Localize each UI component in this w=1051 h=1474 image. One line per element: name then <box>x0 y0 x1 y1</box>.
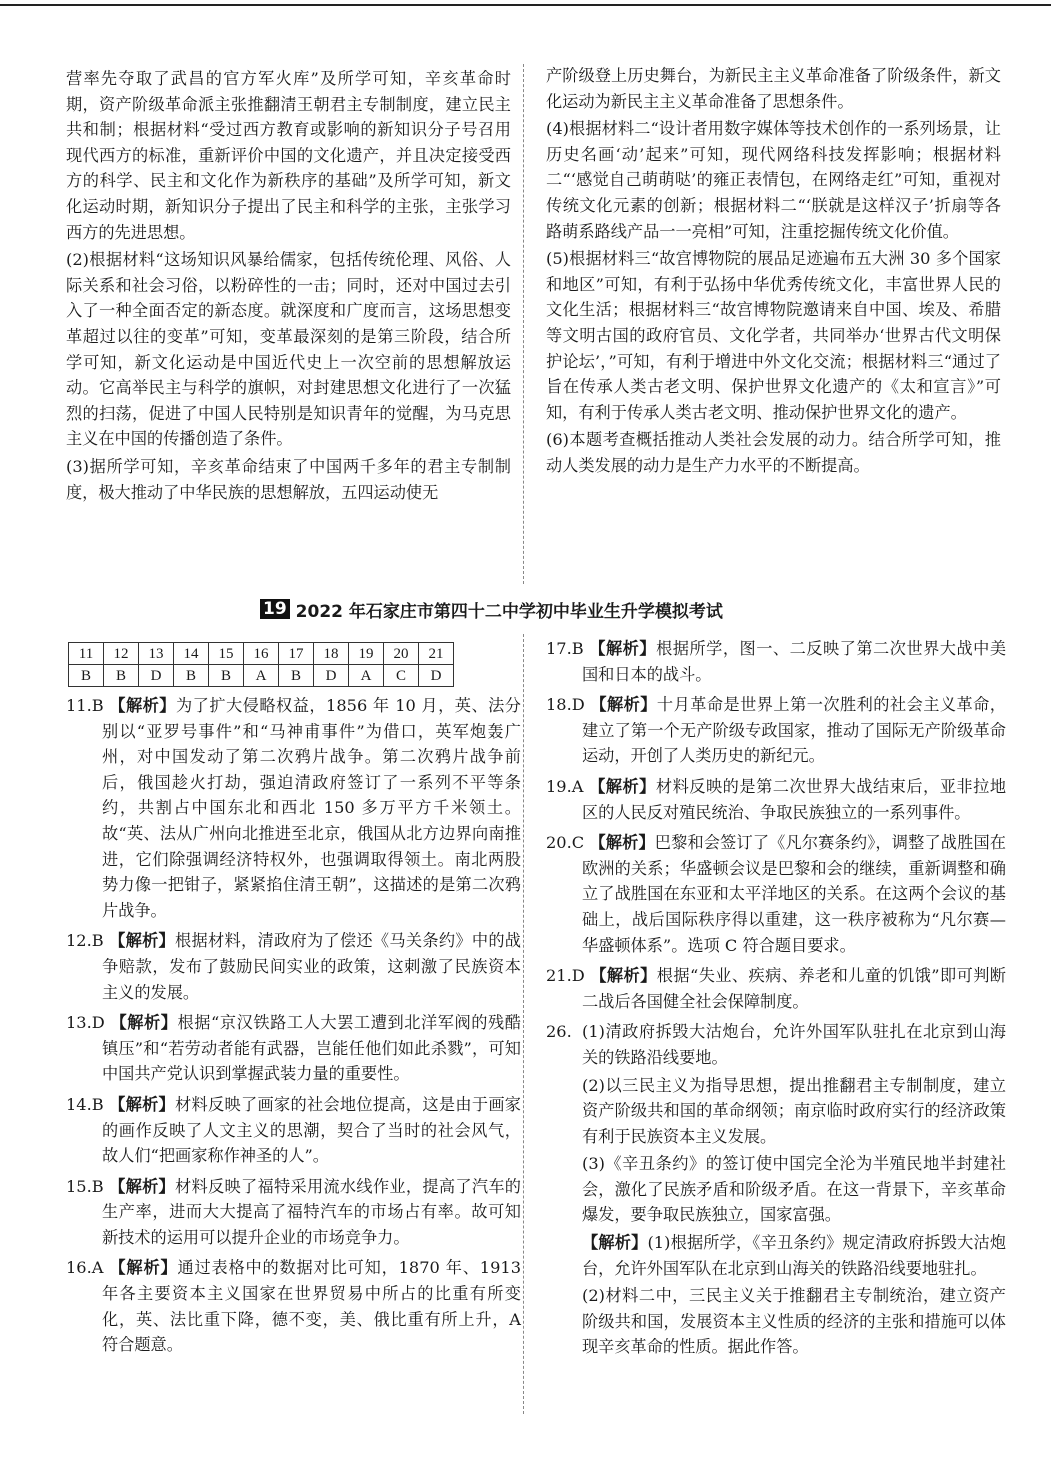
item-text: 巴黎和会签订了《凡尔赛条约》，调整了战胜国在欧洲的关系；华盛顿会议是巴黎和会的继续，重新调整和确立了战胜国在东亚和太平洋地区的关系。在这两个会议的基础上，战后国际秩序得以重建，这一秩序被称为“凡尔赛—华盛顿体系”。选项 C 符合题目要求。 <box>582 833 1006 955</box>
question-number-cell: 20 <box>384 643 419 665</box>
question-number-cell: 13 <box>139 643 174 665</box>
analysis-tag: 【解析】 <box>590 966 657 986</box>
bottom-right-column <box>546 636 1006 1365</box>
answer-cell: B <box>279 665 314 687</box>
item-number: 12.B <box>66 931 104 951</box>
q26-analysis: (2)材料二中，三民主义关于推翻君主专制统治，建立资产阶级共和国，发展资本主义性质的经济的主张和措施可以体现辛亥革命的性质。据此作答。 <box>582 1286 1006 1357</box>
q26-part: (3)《辛丑条约》的签订使中国完全沦为半殖民地半封建社会，激化了民族矛盾和阶级矛盾。在这一背景下，辛亥革命爆发，要争取民族独立，国家富强。 <box>582 1154 1006 1225</box>
item-number: 18.D <box>546 695 585 715</box>
answer-item <box>546 692 1006 769</box>
item-text: 为了扩大侵略权益，1856 年 10 月，英、法分别以“亚罗号事件”和“马神甫事件”为借口，英军炮轰广州，对中国发动了第二次鸦片战争。第二次鸦片战争前后，俄国趁火打劫，强迫清政府签订了一系列不平等条约，共割占中国东北和西北 150 多万平方千米领土。故“英、法从广州向北推进至北京，俄国从北方边界向南推进，它们除强调经济特权外，也强调取得领土。南北两股势力像一把钳子，紧紧掐住清王朝”，这描述的是第二次鸦片战争。 <box>102 696 521 920</box>
analysis-tag: 【解析】 <box>109 696 176 715</box>
answer-item <box>66 928 521 1005</box>
item-number: 16.A <box>66 1258 104 1278</box>
question-number-cell: 21 <box>419 643 454 665</box>
answer-cell: C <box>384 665 419 687</box>
question-number-cell: 18 <box>314 643 349 665</box>
item-number: 21.D <box>546 966 585 986</box>
section-title: 2022 年石家庄市第四十二中学初中毕业生升学模拟考试 <box>295 601 723 622</box>
item-number: 15.B <box>66 1176 104 1196</box>
paragraph: 产阶级登上历史舞台，为新民主主义革命准备了阶级条件，新文化运动为新民主主义革命准备了思想条件。 <box>546 66 1001 111</box>
question-number-cell: 11 <box>69 643 104 665</box>
answer-table-numbers-row <box>69 643 454 665</box>
answer-item <box>66 693 521 923</box>
question-number-cell: 19 <box>349 643 384 665</box>
analysis-tag: 【解析】 <box>589 776 656 796</box>
paragraph: (6)本题考查概括推动人类社会发展的动力。结合所学可知，推动人类发展的动力是生产力水平的不断提高。 <box>546 430 1001 475</box>
answer-item <box>546 963 1006 1014</box>
question-26 <box>546 1019 1006 1360</box>
item-number: 13.D <box>66 1013 105 1033</box>
item-text: 材料反映的是第二次世界大战结束后，亚非拉地区的人民反对殖民统治、争取民族独立的一系列事件。 <box>582 776 1007 822</box>
analysis-tag: 【解析】 <box>110 1013 178 1033</box>
question-number-cell: 16 <box>244 643 279 665</box>
item-text: 十月革命是世界上第一次胜利的社会主义革命，建立了第一个无产阶级专政国家，推动了国际无产阶级革命运动，开创了人类历史的新纪元。 <box>582 695 1006 766</box>
answer-item <box>546 774 1006 825</box>
answer-cell: B <box>209 665 244 687</box>
answer-cell: B <box>104 665 139 687</box>
question-number-cell: 12 <box>104 643 139 665</box>
section-number-badge: 19 <box>260 599 290 619</box>
answer-item <box>66 1174 521 1251</box>
item-text: 根据“京汉铁路工人大罢工遭到北洋军阀的残酷镇压”和“若劳动者能有武器，岂能任他们如此杀戮”，可知中国共产党认识到掌握武装力量的重要性。 <box>102 1013 521 1084</box>
answer-cell: B <box>69 665 104 687</box>
analysis-tag: 【解析】 <box>590 695 657 715</box>
analysis-tag: 【解析】 <box>589 639 657 658</box>
answer-table <box>68 642 454 687</box>
top-right-column <box>546 63 1001 481</box>
answer-table-answers-row <box>69 665 454 687</box>
analysis-tag: 【解析】 <box>582 1233 648 1253</box>
answer-item <box>546 636 1006 687</box>
q26-part: (1)清政府拆毁大沽炮台，允许外国军队驻扎在北京到山海关的铁路沿线要地。 <box>582 1022 1006 1067</box>
item-text: 通过表格中的数据对比可知，1870 年、1913 年各主要资本主义国家在世界贸易中所占的比重有所变化，英、法比重下降，德不变，美、俄比重有所上升，A 符合题意。 <box>102 1258 521 1355</box>
item-number: 26. <box>546 1022 572 1042</box>
answer-item <box>66 1010 521 1087</box>
analysis-tag: 【解析】 <box>589 833 655 853</box>
answer-item <box>66 1255 521 1357</box>
item-number: 20.C <box>546 833 585 853</box>
paragraph: (3)据所学可知，辛亥革命结束了中国两千多年的君主专制制度，极大推动了中华民族的思想解放，五四运动使无 <box>66 456 511 502</box>
analysis-tag: 【解析】 <box>109 1258 178 1278</box>
item-text: 根据所学，图一、二反映了第二次世界大战中美国和日本的战斗。 <box>582 639 1007 684</box>
top-left-column <box>66 66 511 507</box>
column-divider <box>523 634 524 1414</box>
analysis-tag: 【解析】 <box>109 931 176 951</box>
question-number-cell: 15 <box>209 643 244 665</box>
answer-cell: D <box>314 665 349 687</box>
q26-part: (2)以三民主义为指导思想，提出推翻君主专制制度，建立资产阶级共和国的革命纲领；南京临时政府实行的经济政策有利于民族资本主义发展。 <box>582 1075 1006 1146</box>
question-number-cell: 17 <box>279 643 314 665</box>
item-text: 材料反映了福特采用流水线作业，提高了汽车的生产率，进而大大提高了福特汽车的市场占有率。故可知新技术的运用可以提升企业的市场竞争力。 <box>102 1176 521 1247</box>
paragraph: (2)根据材料“这场知识风暴给儒家，包括传统伦理、风俗、人际关系和社会习俗，以粉碎性的一击；同时，还对中国过去引入了一种全面否定的新态度。就深度和广度而言，这场思想变革超过以往的变革”可知，变革最深刻的是第三阶段，结合所学可知，新文化运动是中国近代史上一次空前的思想解放运动。它高举民主与科学的旗帜，对封建思想文化进行了一次猛烈的扫荡，促进了中国人民特别是知识青年的觉醒，为马克思主义在中国的传播创造了条件。 <box>66 250 511 449</box>
paragraph: (5)根据材料三“故宫博物院的展品足迹遍布五大洲 30 多个国家和地区”可知，有利于弘扬中华优秀传统文化，丰富世界人民的文化生活；根据材料三“故宫博物院邀请来自中国、埃及、希腊等文明古国的政府官员、文化学者，共同举办‘世界古代文明保护论坛’，”可知，有利于增进中外文化交流；根据材料三“通过了旨在传承人类古老文明、保护世界文化遗产的《太和宣言》”可知，有利于传承人类古老文明、推动保护世界文化的遗产。 <box>546 249 1001 422</box>
bottom-left-column <box>66 640 521 1363</box>
answer-cell: A <box>349 665 384 687</box>
item-number: 19.A <box>546 776 584 796</box>
column-divider <box>523 64 524 584</box>
answer-cell: D <box>419 665 454 687</box>
item-text: 根据材料，清政府为了偿还《马关条约》中的战争赔款，发布了鼓励民间实业的政策，这刺激了民族资本主义的发展。 <box>102 931 521 1002</box>
item-number: 17.B <box>546 639 584 658</box>
item-number: 14.B <box>66 1094 104 1114</box>
answer-cell: D <box>139 665 174 687</box>
section-heading <box>260 594 723 624</box>
q26-analysis-text: (1)根据所学，《辛丑条约》规定清政府拆毁大沽炮台，允许外国军队在北京到山海关的铁路沿线要地驻扎。 <box>582 1233 1007 1278</box>
answer-cell: B <box>174 665 209 687</box>
answer-cell: A <box>244 665 279 687</box>
top-rule <box>0 4 1051 6</box>
answer-item <box>66 1092 521 1169</box>
q26-analysis <box>582 1230 1006 1281</box>
item-number: 11.B <box>66 696 104 715</box>
analysis-tag: 【解析】 <box>109 1094 176 1114</box>
question-number-cell: 14 <box>174 643 209 665</box>
answer-item <box>546 830 1006 958</box>
item-text: 根据“失业、疾病、养老和儿童的饥饿”即可判断二战后各国健全社会保障制度。 <box>582 966 1006 1011</box>
analysis-tag: 【解析】 <box>109 1176 176 1196</box>
item-text: 材料反映了画家的社会地位提高，这是由于画家的画作反映了人文主义的思潮，契合了当时的社会风气，故人们“把画家称作神圣的人”。 <box>102 1094 521 1166</box>
paragraph: (4)根据材料二“设计者用数字媒体等技术创作的一系列场景，让历史名画‘动’起来”可知，现代网络科技发挥影响；根据材料二“‘感觉自己萌萌哒’的雍正表情包，在网络走红”可知，重视对传统文化元素的创新；根据材料二“‘朕就是这样汉子’折扇等各路萌系路线产品一一亮相”可知，注重挖掘传统文化价值。 <box>546 119 1001 241</box>
paragraph: 营率先夺取了武昌的官方军火库”及所学可知，辛亥革命时期，资产阶级革命派主张推翻清王朝君主专制制度，建立民主共和制；根据材料“受过西方教育或影响的新知识分子号召用现代西方的标准，重新评价中国的文化遗产，并且决定接受西方的科学、民主和文化作为新秩序的基础”及所学可知，新文化运动时期，新知识分子提出了民主和科学的主张，主张学习西方的先进思想。 <box>66 69 511 242</box>
